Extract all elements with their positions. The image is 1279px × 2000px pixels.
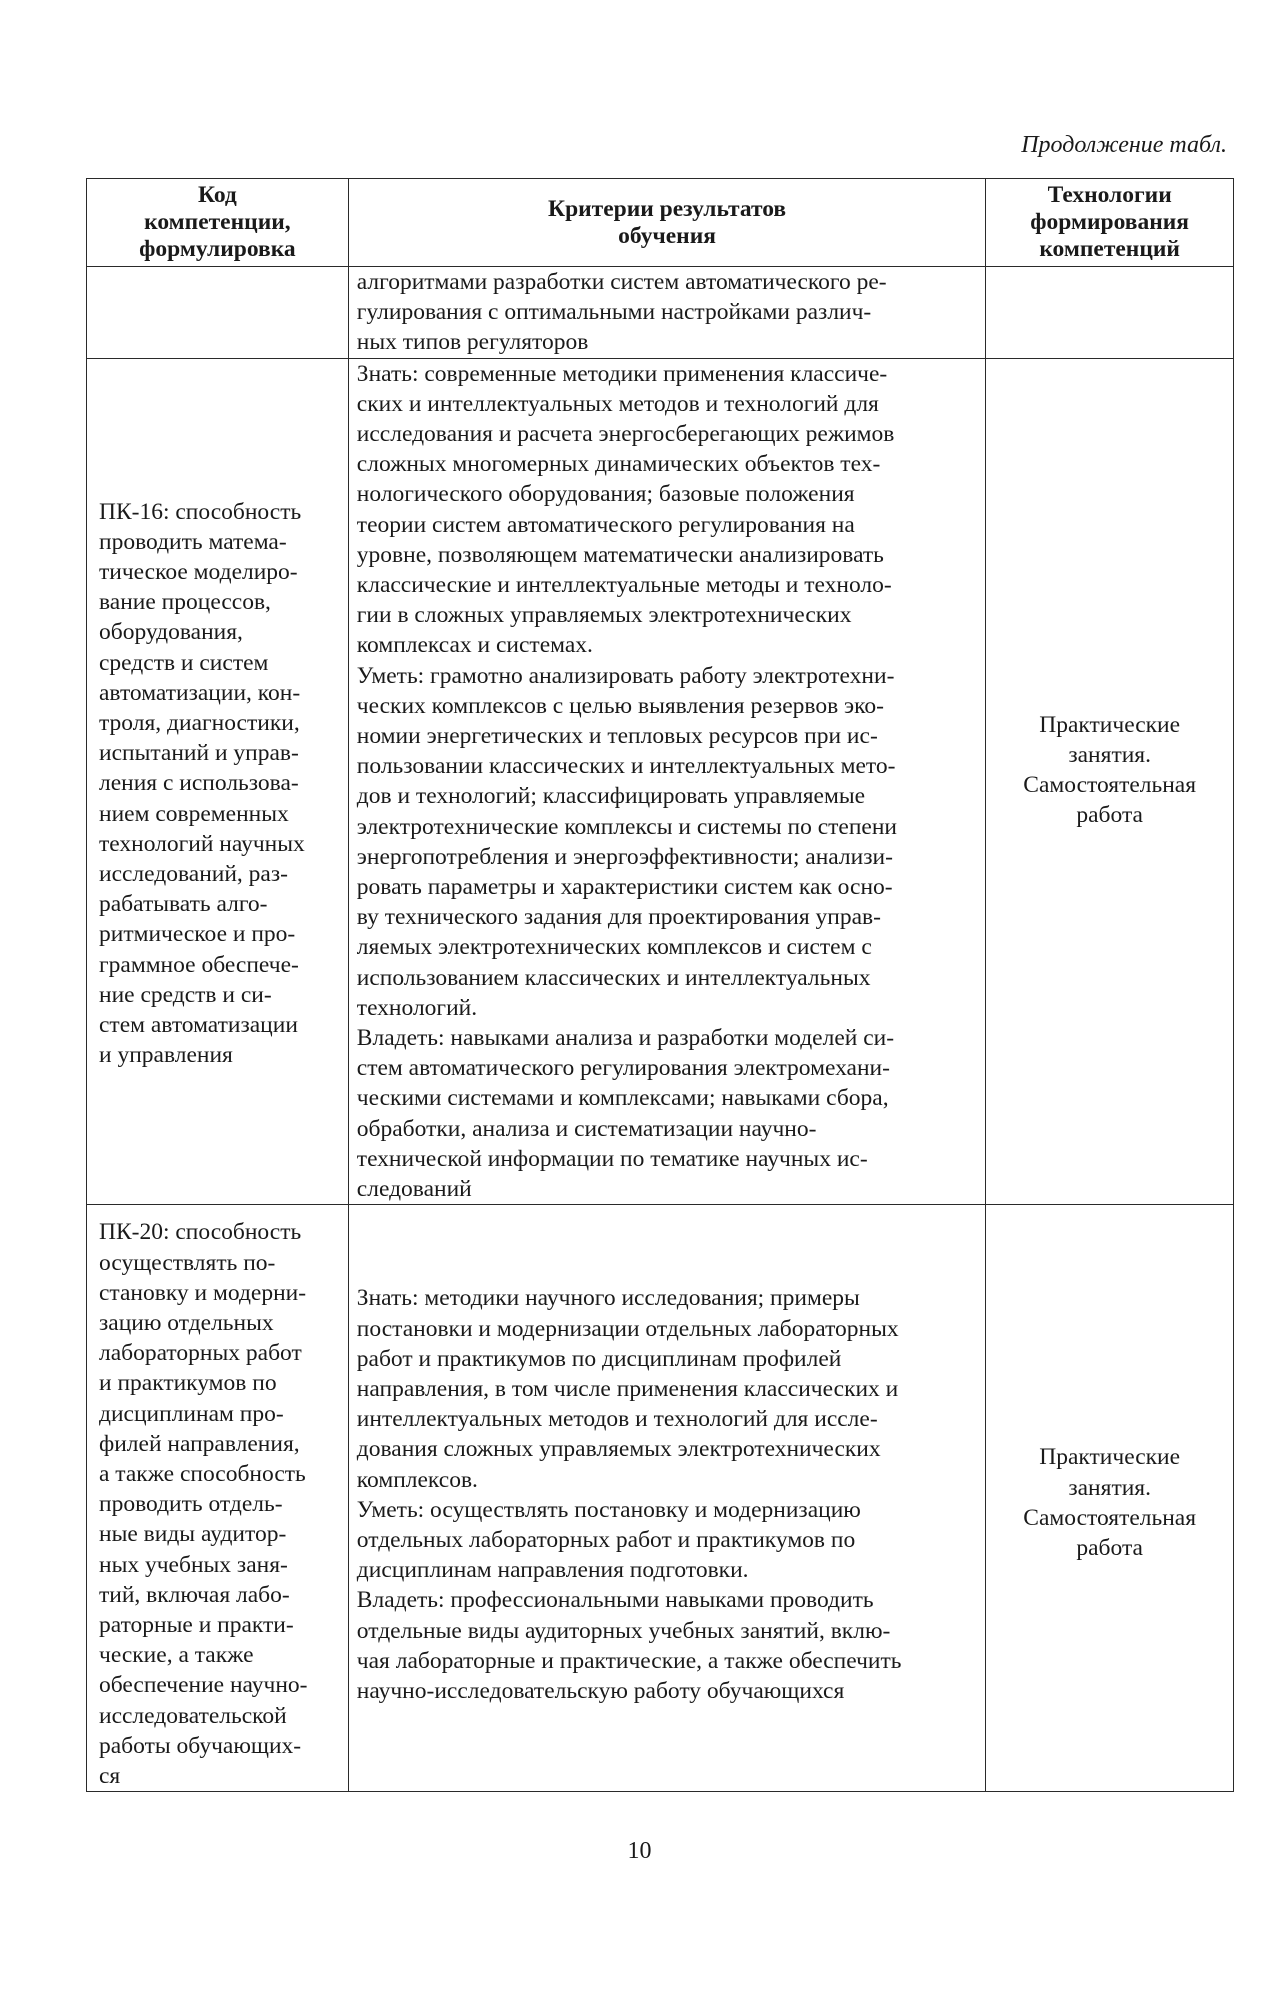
text-line: ческих комплексов с целью выявления резервов эко- <box>356 692 884 719</box>
text-line: автоматизации, кон- <box>99 679 301 706</box>
text-line: филей направления, <box>99 1430 300 1457</box>
text-line: дов и технологий; классифицировать управляемые <box>356 783 866 810</box>
text-line: дисциплинам про- <box>99 1400 284 1427</box>
row1-criteria-cell <box>348 358 986 1205</box>
text-line: алгоритмами разработки систем автоматического ре- <box>356 269 887 295</box>
text-line: занятия. <box>1068 1474 1151 1501</box>
text-line: ву технического задания для проектирования управ- <box>356 904 881 931</box>
text-line: компетенции, <box>144 209 291 235</box>
text-line: формирования <box>1030 209 1190 235</box>
text-line: отдельные виды аудиторных учебных занятий, вклю- <box>356 1617 891 1644</box>
text-line: уровне, позволяющем математически анализировать <box>356 541 884 568</box>
page-number: 10 <box>627 1838 652 1864</box>
text-line: исследовательской <box>99 1702 287 1729</box>
header-code <box>87 179 349 267</box>
text-line: компетенций <box>1039 236 1180 262</box>
row0-tech-cell <box>986 267 1234 359</box>
row0-code-cell <box>87 267 349 359</box>
text-line: гии в сложных управляемых электротехнических <box>356 602 852 629</box>
text-line: комплексах и системах. <box>356 632 593 659</box>
text-line: Владеть: навыками анализа и разработки моделей си- <box>356 1025 895 1052</box>
text-line: и управления <box>99 1042 233 1069</box>
text-line: испытаний и управ- <box>99 740 299 767</box>
text-line: использованием классических и интеллектуальных <box>356 964 871 991</box>
text-line: вание процессов, <box>99 589 271 616</box>
text-line: тическое моделиро- <box>99 559 298 586</box>
text-line: технологий. <box>356 994 478 1021</box>
text-line: энергопотребления и энергоэффективности; анализи- <box>356 843 893 870</box>
text-line: обеспечение научно- <box>99 1672 308 1699</box>
text-line: и практикумов по <box>99 1370 277 1397</box>
text-line: Технологии <box>1047 182 1172 208</box>
text-line: Знать: современные методики применения классиче- <box>356 360 888 387</box>
text-line: работы обучающих- <box>99 1732 302 1759</box>
text-line: граммное обеспече- <box>99 951 299 978</box>
text-line: номии энергетических и тепловых ресурсов при ис- <box>356 723 878 750</box>
text-line: электротехнические комплексы и системы по степени <box>356 813 897 840</box>
row2-criteria-cell <box>348 1205 986 1792</box>
text-line: Владеть: профессиональными навыками проводить <box>356 1587 874 1614</box>
text-line: Самостоятельная <box>1023 772 1197 799</box>
text-line: направления, в том числе применения классических и <box>356 1375 899 1402</box>
text-line: Практические <box>1039 711 1181 738</box>
text-line: стем автоматизации <box>99 1012 298 1039</box>
text-line: технической информации по тематике научных ис- <box>356 1145 868 1172</box>
text-line: ПК-20: способность <box>99 1219 302 1246</box>
text-line: становку и модерни- <box>99 1279 307 1306</box>
text-line: Практические <box>1039 1444 1181 1471</box>
text-line: ляемых электротехнических комплексов и систем с <box>356 934 872 961</box>
text-line: дования сложных управляемых электротехнических <box>356 1436 881 1463</box>
text-line: обработки, анализа и систематизации научно- <box>356 1115 817 1142</box>
table-row <box>87 267 1234 359</box>
text-line: лабораторных работ <box>99 1340 302 1367</box>
text-line: проводить отдель- <box>99 1491 283 1518</box>
text-line: ских и интеллектуальных методов и технологий для <box>356 390 879 417</box>
text-line: гулирования с оптимальными настройками различ- <box>356 299 872 326</box>
text-line: Самостоятельная <box>1023 1504 1197 1531</box>
text-line: исследований, раз- <box>99 861 288 888</box>
text-line: ческими системами и комплексами; навыками сбора, <box>356 1085 889 1112</box>
continuation-label: Продолжение табл. <box>1021 132 1227 158</box>
text-line: нием современных <box>99 800 289 827</box>
row2-tech-cell <box>986 1205 1234 1792</box>
text-line: зацию отдельных <box>99 1309 274 1336</box>
text-line: пользовании классических и интеллектуальных мето- <box>356 753 896 780</box>
text-line: дисциплинам направления подготовки. <box>356 1557 749 1584</box>
competency-table <box>86 178 1234 1792</box>
text-line: теории систем автоматического регулирования на <box>356 511 855 538</box>
text-line: Знать: методики научного исследования; примеры <box>356 1285 860 1312</box>
text-line: стем автоматического регулирования электромехани- <box>356 1055 890 1082</box>
text-line: научно-исследовательскую работу обучающихся <box>356 1677 845 1704</box>
text-line: а также способность <box>99 1460 306 1487</box>
row1-code-cell <box>87 358 349 1205</box>
text-line: чая лабораторные и практические, а также обеспечить <box>356 1647 902 1674</box>
row2-code-cell <box>87 1205 349 1792</box>
header-criteria <box>348 179 986 267</box>
text-line: ческие, а также <box>99 1642 254 1669</box>
text-line: комплексов. <box>356 1466 478 1493</box>
text-line: оборудования, <box>99 619 243 646</box>
text-line: ления с использова- <box>99 770 299 797</box>
text-line: занятия. <box>1068 741 1151 768</box>
text-line: работ и практикумов по дисциплинам профилей <box>356 1345 842 1372</box>
text-line: ные виды аудитор- <box>99 1521 287 1548</box>
table-header-row <box>87 179 1234 267</box>
text-line: классические и интеллектуальные методы и техноло- <box>356 572 892 599</box>
text-line: тий, включая лабо- <box>99 1581 290 1608</box>
text-line: ПК-16: способность <box>99 498 302 525</box>
text-line: средств и систем <box>99 649 269 676</box>
text-line: Уметь: осуществлять постановку и модернизацию <box>356 1496 861 1523</box>
text-line: нологического оборудования; базовые положения <box>356 481 855 508</box>
text-line: отдельных лабораторных работ и практикумов по <box>356 1526 856 1553</box>
table-row <box>87 1205 1234 1792</box>
text-line: интеллектуальных методов и технологий для иссле- <box>356 1406 878 1433</box>
text-line: ние средств и си- <box>99 981 272 1008</box>
text-line: Критерии результатов <box>548 195 787 222</box>
text-line: ных типов регуляторов <box>356 329 589 356</box>
text-line: ровать параметры и характеристики систем как осно- <box>356 874 893 901</box>
text-line: рабатывать алго- <box>99 891 268 918</box>
text-line: ных учебных заня- <box>99 1551 288 1578</box>
text-line: следований <box>356 1176 472 1203</box>
row0-criteria-cell <box>348 267 986 359</box>
header-technologies <box>986 179 1234 267</box>
text-line: осуществлять по- <box>99 1249 276 1276</box>
text-line: раторные и практи- <box>99 1611 294 1638</box>
text-line: работа <box>1076 1534 1143 1561</box>
text-line: Код <box>197 182 237 208</box>
text-line: сложных многомерных динамических объектов тех- <box>356 451 881 478</box>
text-line: технологий научных <box>99 830 305 857</box>
text-line: постановки и модернизации отдельных лабораторных <box>356 1315 899 1342</box>
text-line: Уметь: грамотно анализировать работу электротехни- <box>356 662 895 689</box>
text-line: троля, диагностики, <box>99 710 300 737</box>
text-line: формулировка <box>139 236 296 262</box>
text-line: ритмическое и про- <box>99 921 296 948</box>
text-line: проводить матема- <box>99 528 287 555</box>
table-row <box>87 358 1234 1205</box>
text-line: обучения <box>618 222 716 249</box>
row1-tech-cell <box>986 358 1234 1205</box>
text-line: исследования и расчета энергосберегающих режимов <box>356 421 895 448</box>
text-line: работа <box>1076 802 1143 829</box>
text-line: ся <box>99 1762 121 1789</box>
